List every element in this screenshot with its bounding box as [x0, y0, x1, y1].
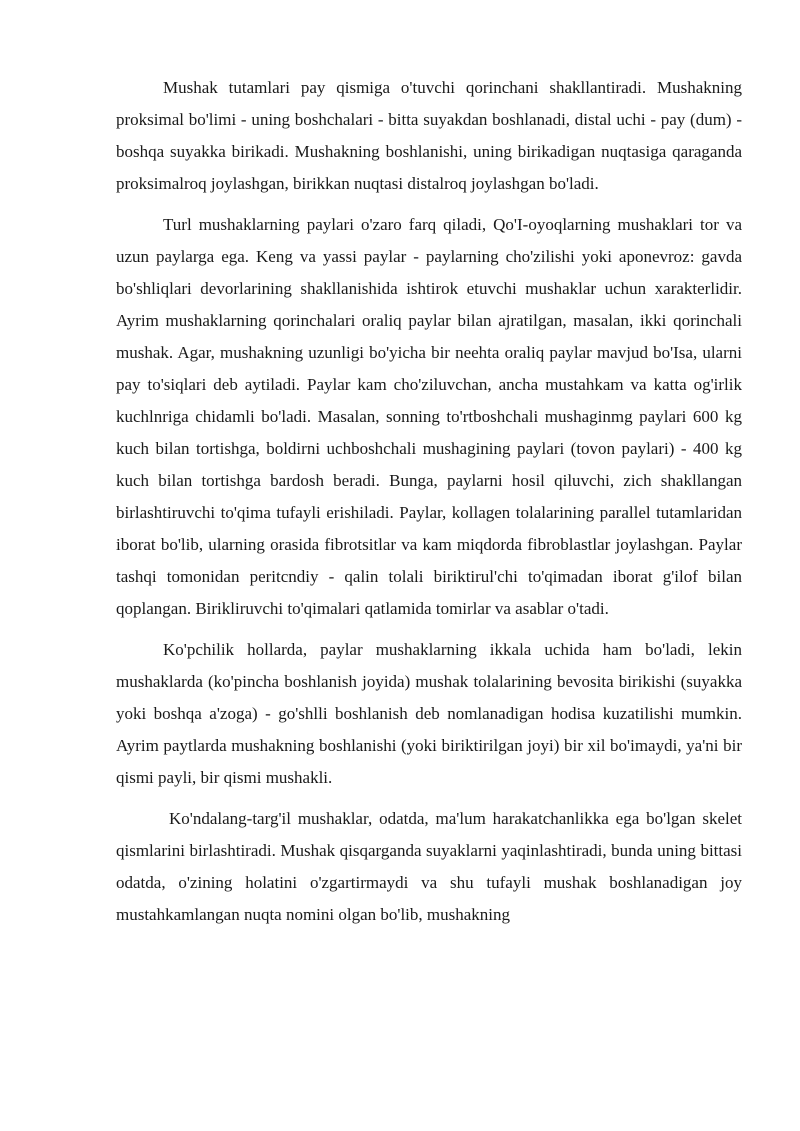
paragraph-4: Ko'ndalang-targ'il mushaklar, odatda, ma'lum harakatchanlikka ega bo'lgan skelet qismlarini birlashtiradi. Mushak qisqarganda suyaklarni yaqinlashtiradi, bunda uning bittasi odatda, o'zining holatini o'zgartirmaydi va shu tufayli mushak boshlanadigan joy mustahkamlangan nuqta nomini olgan bo'lib, mushakning	[116, 809, 742, 924]
paragraph-3: Ko'pchilik hollarda, paylar mushaklarning ikkala uchida ham bo'ladi, lekin mushaklarda (ko'pincha boshlanish joyida) mushak tolalarining bevosita birikishi (suyakka yoki boshqa a'zoga) - go'shlli boshlanish deb nomlanadigan hodisa kuzatilishi mumkin. Ayrim paytlarda mushakning boshlanishi (yoki biriktirilgan joyi) bir xil bo'imaydi, ya'ni bir qismi payli, bir qismi mushakli.	[116, 640, 742, 787]
document-page	[116, 72, 742, 940]
paragraph-1: Mushak tutamlari pay qismiga o'tuvchi qorinchani shakllantiradi. Mushakning proksimal bo'limi - uning boshchalari - bitta suyakdan boshlanadi, distal uchi - pay (dum) - boshqa suyakka birikadi. Mushakning boshlanishi, uning birikadigan nuqtasiga qaraganda proksimalroq joylashgan, birikkan nuqtasi distalroq joylashgan bo'ladi.	[116, 78, 742, 193]
paragraph-2: Turl mushaklarning paylari o'zaro farq qiladi, Qo'I-oyoqlarning mushaklari tor va uzun paylarga ega. Keng va yassi paylar - paylarning cho'zilishi yoki aponevroz: gavda bo'shliqlari devorlarining shakllanishida ishtirok etuvchi mushaklar uchun xarakterlidir. Ayrim mushaklarning qorinchalari oraliq paylar bilan ajratilgan, masalan, ikki qorinchali mushak. Agar, mushakning uzunligi bo'yicha bir neehta oraliq paylar mavjud bo'Isa, ularni pay to'siqlari deb aytiladi. Paylar kam cho'ziluvchan, ancha mustahkam va katta og'irlik kuchlnriga chidamli bo'ladi. Masalan, sonning to'rtboshchali mushaginmg paylari 600 kg kuch bilan tortishga, boldirni uchboshchali mushagining paylari (tovon paylari) - 400 kg kuch bilan tortishga bardosh beradi. Bunga, paylarni hosil qiluvchi, zich shakllangan birlashtiruvchi to'qima tufayli erishiladi. Paylar, kollagen tolalarining parallel tutamlaridan iborat bo'lib, ularning orasida fibrotsitlar va kam miqdorda fibroblastlar joylashgan. Paylar tashqi tomonidan peritcndiy - qalin tolali biriktirul'chi to'qimadan iborat g'ilof bilan qoplangan. Birikliruvchi to'qimalari qatlamida tomirlar va asablar o'tadi.	[116, 215, 742, 618]
